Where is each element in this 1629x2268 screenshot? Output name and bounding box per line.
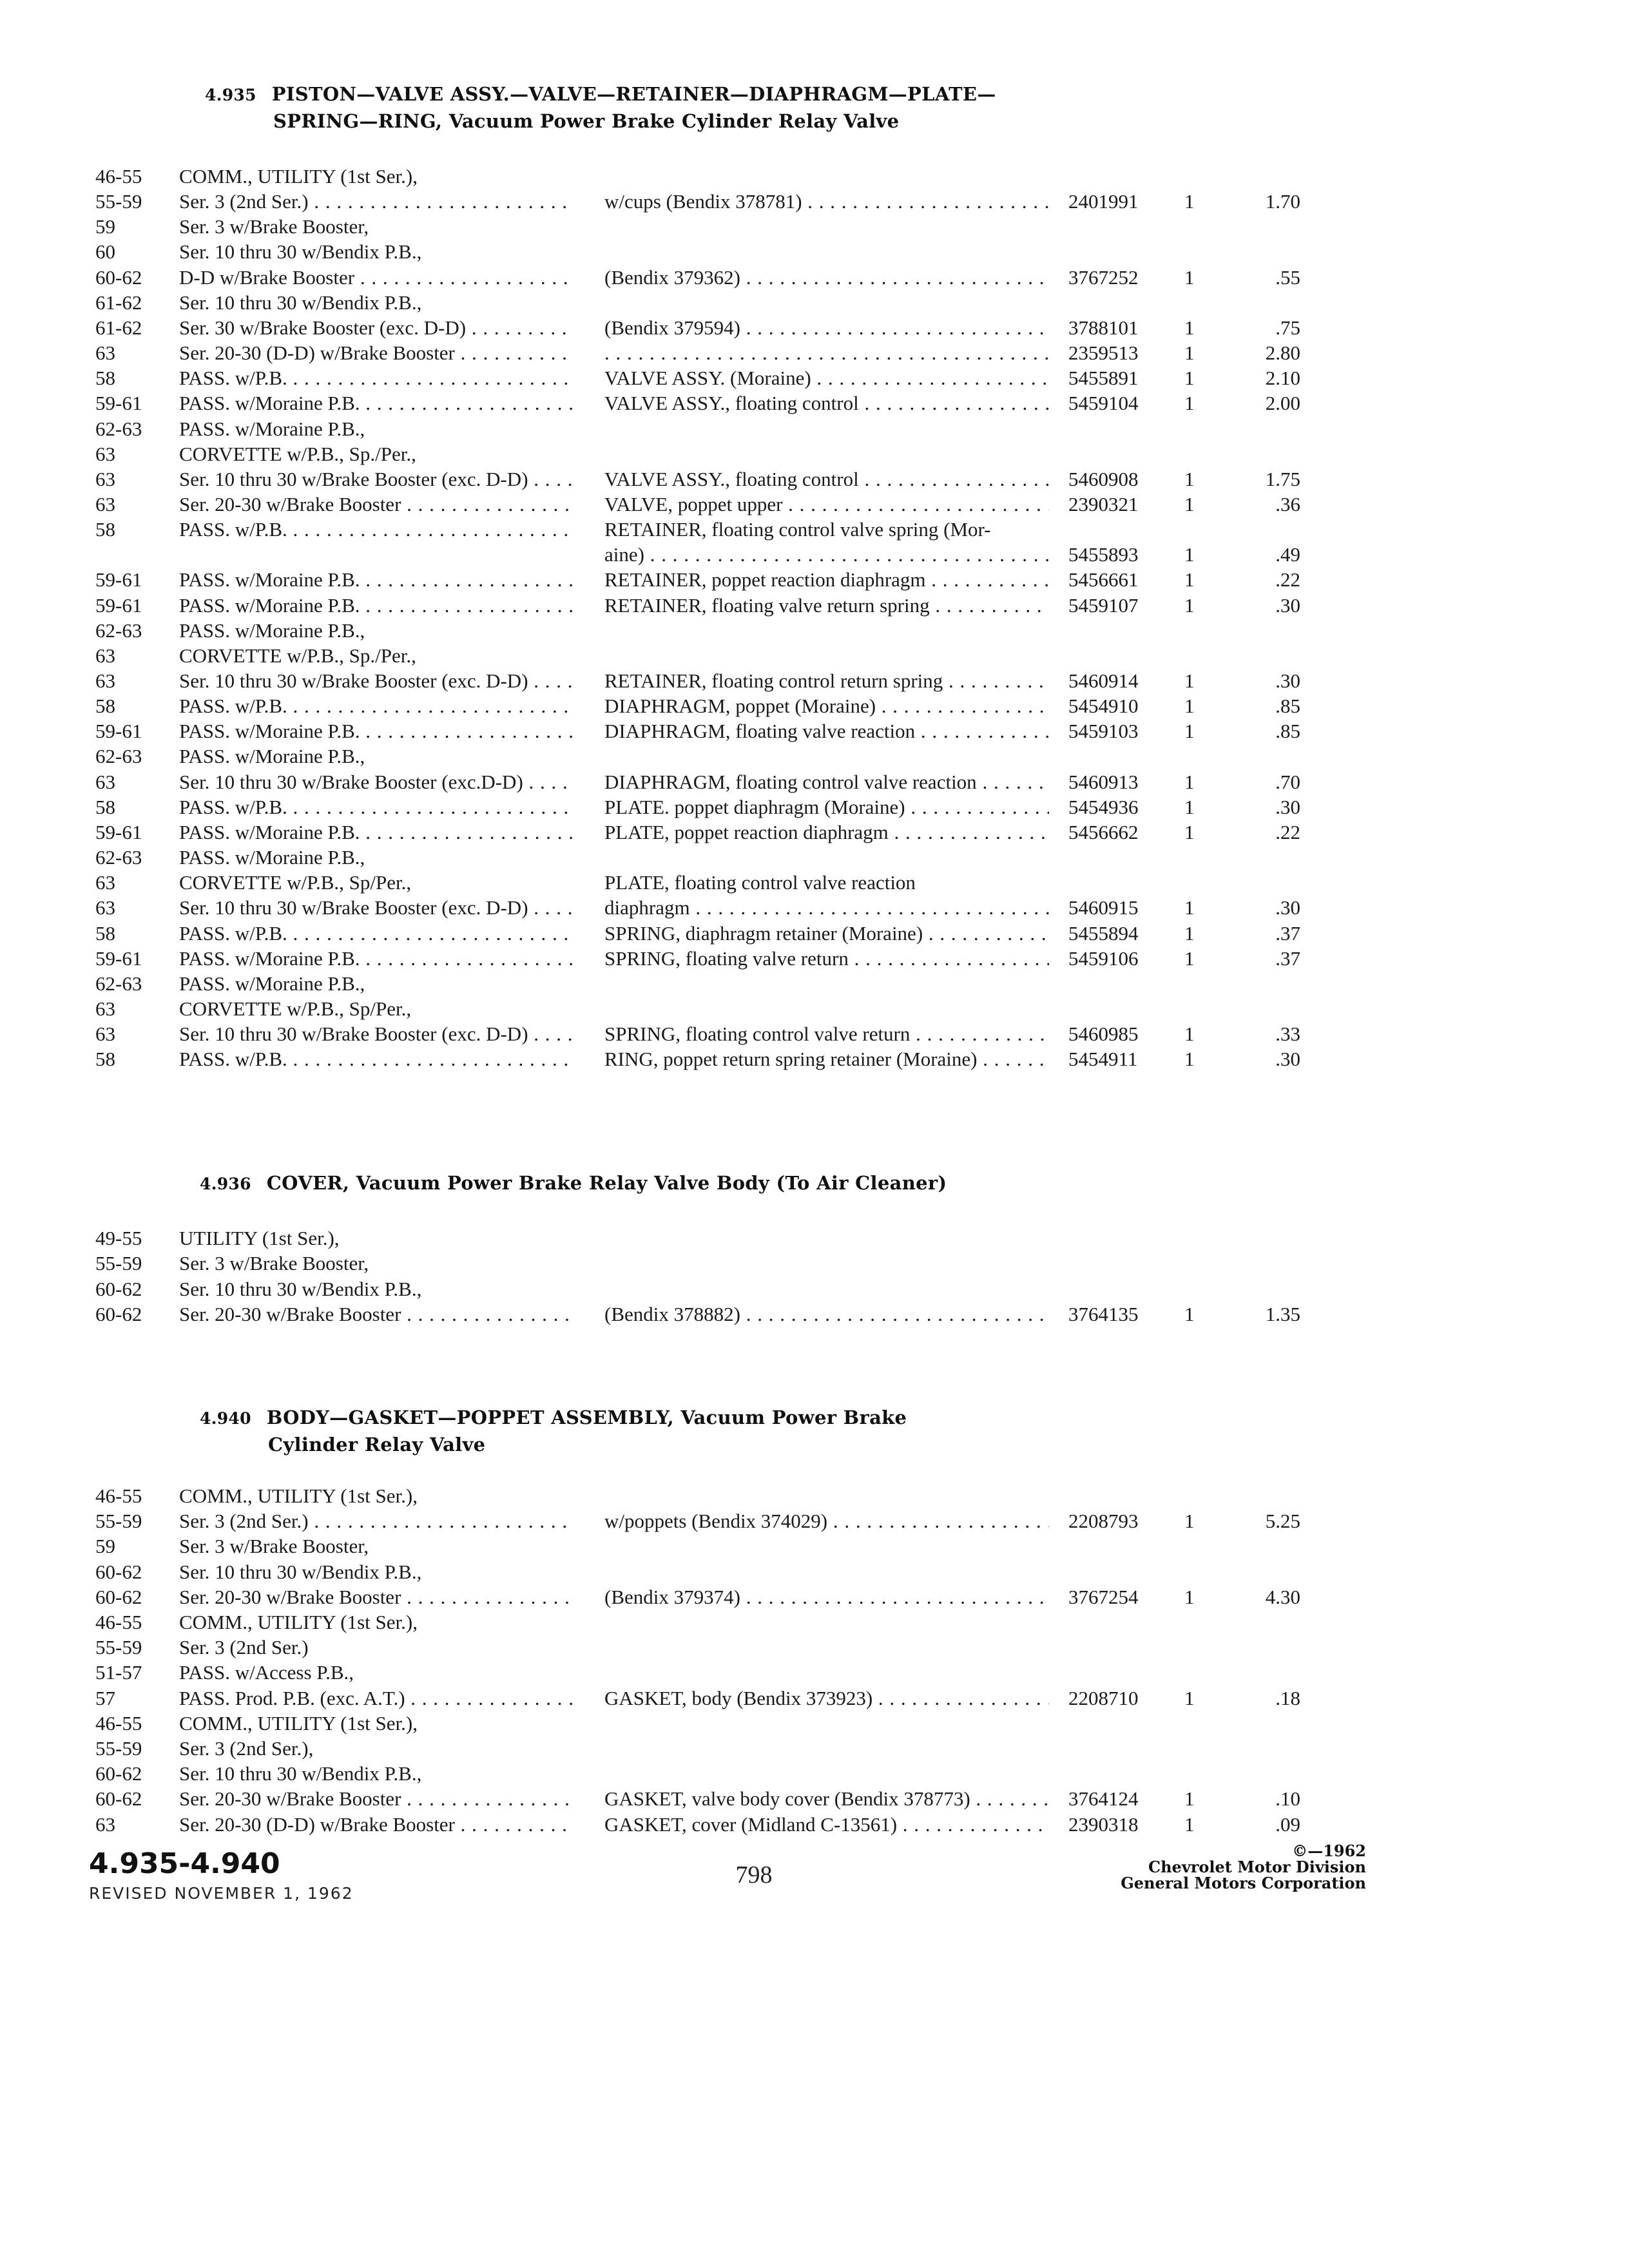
table-row: [0, 820, 1629, 845]
quantity: 1: [1184, 190, 1195, 213]
application: Ser. 10 thru 30 w/Brake Booster (exc.D-D) . . .: [179, 769, 574, 795]
table-row: [0, 517, 1629, 543]
table-row: [0, 946, 1629, 972]
part-number: 5460908: [1068, 467, 1139, 490]
list-price: .22: [1275, 820, 1300, 843]
list-price: .85: [1275, 695, 1300, 718]
part-description: RETAINER, floating control return spring . . .: [604, 668, 1049, 694]
part-number: 2208793: [1068, 1510, 1139, 1533]
list-price: .37: [1275, 947, 1300, 970]
part-number: 5455894: [1068, 921, 1139, 945]
table-row: [0, 643, 1629, 669]
list-price: .55: [1275, 265, 1300, 289]
model-years: 55-59: [95, 1252, 142, 1275]
part-number: 3767252: [1068, 265, 1139, 289]
part-description: SPRING, floating valve return . . .: [604, 946, 1049, 972]
section-title-line2: Cylinder Relay Valve: [268, 1434, 486, 1456]
table-row: [0, 1761, 1629, 1787]
application: Ser. 10 thru 30 w/Brake Booster (exc. D-D) . . .: [179, 466, 574, 492]
table-row: [0, 693, 1629, 719]
table-row: [0, 1276, 1629, 1302]
table-row: [0, 1302, 1629, 1327]
part-description: w/cups (Bendix 378781) . . .: [604, 189, 1049, 215]
part-number: 5454936: [1068, 795, 1139, 818]
application: COMM., UTILITY (1st Ser.),: [179, 1611, 418, 1633]
part-number: 2390318: [1068, 1812, 1139, 1836]
part-number: 3764124: [1068, 1787, 1139, 1811]
model-years: 63: [95, 492, 115, 515]
application: PASS. w/Moraine P.B. . . .: [179, 593, 574, 619]
application: COMM., UTILITY (1st Ser.),: [179, 165, 418, 187]
part-number: 5460914: [1068, 669, 1139, 692]
part-number: 5456662: [1068, 820, 1139, 843]
list-price: .85: [1275, 720, 1300, 743]
application: PASS. w/P.B. . . .: [179, 517, 574, 543]
table-row: [0, 921, 1629, 947]
table-row: [0, 794, 1629, 820]
part-description: PLATE, poppet reaction diaphragm . . .: [604, 820, 1049, 845]
model-years: 62-63: [95, 846, 142, 869]
list-price: .30: [1275, 896, 1300, 919]
list-price: .30: [1275, 593, 1300, 617]
part-description: RETAINER, floating valve return spring . . .: [604, 593, 1049, 619]
model-years: 63: [95, 442, 115, 465]
section-title-line1: COVER, Vacuum Power Brake Relay Valve Body (To Air Cleaner): [266, 1172, 947, 1194]
list-price: .30: [1275, 795, 1300, 818]
model-years: 63: [95, 1812, 115, 1836]
model-years: 46-55: [95, 1485, 142, 1507]
part-description: (Bendix 379362) . . .: [604, 265, 1049, 291]
table-row: [0, 466, 1629, 492]
part-number: 5454911: [1068, 1048, 1138, 1071]
quantity: 1: [1184, 265, 1195, 289]
model-years: 55-59: [95, 190, 142, 213]
quantity: 1: [1184, 568, 1195, 591]
quantity: 1: [1184, 1023, 1195, 1046]
model-years: 59: [95, 1535, 115, 1558]
table-row: [0, 189, 1629, 215]
footer-publisher: [1121, 1843, 1366, 1891]
part-number: 3788101: [1068, 316, 1139, 339]
table-row: [0, 845, 1629, 870]
application: PASS. w/P.B. . . .: [179, 1046, 574, 1072]
part-number: 3764135: [1068, 1302, 1139, 1325]
list-price: 1.70: [1265, 190, 1300, 213]
table-row: [0, 1559, 1629, 1585]
model-years: 55-59: [95, 1636, 142, 1659]
part-description: (Bendix 379374) . . .: [604, 1584, 1049, 1610]
model-years: 60-62: [95, 1585, 142, 1608]
list-price: 5.25: [1265, 1510, 1300, 1533]
part-description: PLATE, floating control valve reaction: [604, 871, 916, 894]
table-row: [0, 618, 1629, 644]
model-years: 60-62: [95, 265, 142, 289]
quantity: 1: [1184, 720, 1195, 743]
model-years: 63: [95, 341, 115, 365]
footer-group-code: 4.935-4.940: [89, 1847, 280, 1880]
list-price: .22: [1275, 568, 1300, 591]
application: Ser. 20-30 w/Brake Booster . . .: [179, 492, 574, 517]
part-description: (Bendix 379594) . . .: [604, 315, 1049, 341]
application: Ser. 3 w/Brake Booster,: [179, 1252, 369, 1275]
list-price: 1.35: [1265, 1302, 1300, 1325]
section-title: [200, 1405, 907, 1458]
list-price: .30: [1275, 1048, 1300, 1071]
table-row: [0, 1046, 1629, 1072]
model-years: 59-61: [95, 593, 142, 617]
part-number: 5459107: [1068, 593, 1139, 617]
list-price: .33: [1275, 1023, 1300, 1046]
quantity: 1: [1184, 392, 1195, 415]
table-row: [0, 744, 1629, 769]
part-description: [604, 340, 1049, 366]
part-number: 5455893: [1068, 543, 1139, 566]
table-row: [0, 265, 1629, 291]
quantity: 1: [1184, 947, 1195, 970]
table-row: [0, 1660, 1629, 1686]
list-price: 4.30: [1265, 1585, 1300, 1608]
table-row: [0, 416, 1629, 442]
table-row: [0, 1483, 1629, 1509]
model-years: 46-55: [95, 1611, 142, 1633]
application: Ser. 20-30 w/Brake Booster . . .: [179, 1584, 574, 1610]
quantity: 1: [1184, 795, 1195, 818]
list-price: .18: [1275, 1686, 1300, 1709]
part-description: GASKET, valve body cover (Bendix 378773) . . .: [604, 1786, 1049, 1812]
part-number: 5455891: [1068, 367, 1139, 390]
model-years: 58: [95, 1048, 115, 1071]
model-years: 60-62: [95, 1302, 142, 1325]
section-number: 4.936: [200, 1175, 251, 1193]
application: Ser. 20-30 (D-D) w/Brake Booster . . .: [179, 340, 574, 366]
part-description: SPRING, diaphragm retainer (Moraine) . . .: [604, 921, 1049, 947]
table-row: [0, 1610, 1629, 1635]
quantity: 1: [1184, 695, 1195, 718]
table-row: [0, 668, 1629, 694]
table-row: [0, 164, 1629, 189]
model-years: 46-55: [95, 165, 142, 187]
model-years: 58: [95, 695, 115, 718]
part-description: VALVE ASSY., floating control . . .: [604, 466, 1049, 492]
part-number: 2390321: [1068, 492, 1139, 515]
application: PASS. w/Moraine P.B. . . .: [179, 390, 574, 416]
quantity: 1: [1184, 492, 1195, 515]
model-years: 57: [95, 1686, 115, 1709]
part-number: 3767254: [1068, 1585, 1139, 1608]
part-number: 5460915: [1068, 896, 1139, 919]
part-description: VALVE ASSY., floating control . . .: [604, 390, 1049, 416]
application: CORVETTE w/P.B., Sp/Per.,: [179, 871, 412, 894]
section-number: 4.935: [205, 86, 256, 104]
application: PASS. w/Moraine P.B.,: [179, 972, 365, 995]
application: PASS. w/P.B. . . .: [179, 794, 574, 820]
part-description: RING, poppet return spring retainer (Moraine) . . .: [604, 1046, 1049, 1072]
table-row: [0, 1736, 1629, 1762]
part-number: 5459106: [1068, 947, 1139, 970]
model-years: 60: [95, 240, 115, 264]
application: COMM., UTILITY (1st Ser.),: [179, 1485, 418, 1507]
list-price: 2.80: [1265, 341, 1300, 365]
list-price: .36: [1275, 492, 1300, 515]
table-row: [0, 340, 1629, 366]
application: PASS. w/Moraine P.B.,: [179, 846, 365, 869]
quantity: 1: [1184, 820, 1195, 843]
table-row: [0, 1533, 1629, 1559]
application: PASS. w/P.B. . . .: [179, 365, 574, 391]
application: Ser. 10 thru 30 w/Bendix P.B.,: [179, 240, 422, 264]
table-row: [0, 996, 1629, 1022]
model-years: 61-62: [95, 316, 142, 339]
table-row: [0, 593, 1629, 619]
part-number: 5459104: [1068, 392, 1139, 415]
table-row: [0, 239, 1629, 265]
application: Ser. 10 thru 30 w/Brake Booster (exc. D-D) . . .: [179, 668, 574, 694]
list-price: .70: [1275, 770, 1300, 793]
table-row: [0, 1225, 1629, 1251]
model-years: 63: [95, 871, 115, 894]
application: PASS. w/Moraine P.B.,: [179, 417, 365, 440]
model-years: 60-62: [95, 1560, 142, 1583]
model-years: 46-55: [95, 1711, 142, 1735]
footer-revised-date: REVISED NOVEMBER 1, 1962: [89, 1884, 354, 1903]
table-row: [0, 290, 1629, 316]
table-row: [0, 567, 1629, 593]
part-description: VALVE ASSY. (Moraine) . . .: [604, 365, 1049, 391]
model-years: 62-63: [95, 417, 142, 440]
model-years: 63: [95, 1023, 115, 1046]
model-years: 58: [95, 367, 115, 390]
section-number: 4.940: [200, 1409, 251, 1428]
application: CORVETTE w/P.B., Sp./Per.,: [179, 644, 416, 667]
model-years: 63: [95, 644, 115, 667]
quantity: 1: [1184, 467, 1195, 490]
application: Ser. 3 (2nd Ser.) . . .: [179, 1508, 574, 1534]
quantity: 1: [1184, 1686, 1195, 1709]
application: UTILITY (1st Ser.),: [179, 1227, 340, 1249]
application: Ser. 3 (2nd Ser.),: [179, 1737, 314, 1760]
application: Ser. 10 thru 30 w/Bendix P.B.,: [179, 1560, 422, 1583]
application: PASS. w/P.B. . . .: [179, 693, 574, 719]
application: Ser. 3 w/Brake Booster,: [179, 1535, 369, 1558]
quantity: 1: [1184, 1048, 1195, 1071]
model-years: 59: [95, 215, 115, 238]
model-years: 63: [95, 997, 115, 1020]
part-description: (Bendix 378882) . . .: [604, 1302, 1049, 1327]
footer-corporation: General Motors Corporation: [1121, 1874, 1366, 1892]
quantity: 1: [1184, 1302, 1195, 1325]
application: PASS. w/Moraine P.B.,: [179, 619, 365, 642]
application: Ser. 20-30 (D-D) w/Brake Booster . . .: [179, 1812, 574, 1838]
table-row: [0, 441, 1629, 467]
model-years: 60-62: [95, 1762, 142, 1785]
application: Ser. 30 w/Brake Booster (exc. D-D) . . .: [179, 315, 574, 341]
application: PASS. w/Moraine P.B. . . .: [179, 718, 574, 744]
table-row: [0, 1508, 1629, 1534]
part-description: w/poppets (Bendix 374029) . . .: [604, 1508, 1049, 1534]
part-description: GASKET, body (Bendix 373923) . . .: [604, 1686, 1049, 1711]
part-description: RETAINER, poppet reaction diaphragm . . .: [604, 567, 1049, 593]
part-description: PLATE. poppet diaphragm (Moraine) . . .: [604, 794, 1049, 820]
model-years: 63: [95, 467, 115, 490]
quantity: 1: [1184, 770, 1195, 793]
footer-division: Chevrolet Motor Division: [1148, 1858, 1366, 1876]
application: Ser. 10 thru 30 w/Bendix P.B.,: [179, 1762, 422, 1785]
quantity: 1: [1184, 1585, 1195, 1608]
part-description: DIAPHRAGM, floating valve reaction . . .: [604, 718, 1049, 744]
section-title-line2: SPRING—RING, Vacuum Power Brake Cylinder Relay Valve: [273, 110, 900, 132]
table-row: [0, 870, 1629, 896]
application: PASS. w/Moraine P.B. . . .: [179, 820, 574, 845]
application: Ser. 3 w/Brake Booster,: [179, 215, 369, 238]
model-years: 63: [95, 896, 115, 919]
list-price: .37: [1275, 921, 1300, 945]
application: Ser. 10 thru 30 w/Brake Booster (exc. D-D) . . .: [179, 1021, 574, 1047]
table-row: [0, 1584, 1629, 1610]
list-price: 1.75: [1265, 467, 1300, 490]
quantity: 1: [1184, 669, 1195, 692]
application: Ser. 10 thru 30 w/Bendix P.B.,: [179, 291, 422, 314]
section-title-line1: PISTON—VALVE ASSY.—VALVE—RETAINER—DIAPHRAGM—PLATE—: [271, 83, 996, 105]
model-years: 58: [95, 795, 115, 818]
table-row: [0, 542, 1629, 568]
table-row: [0, 1635, 1629, 1660]
footer-copyright: ©—1962: [1292, 1841, 1366, 1860]
model-years: 62-63: [95, 972, 142, 995]
model-years: 61-62: [95, 291, 142, 314]
table-row: [0, 895, 1629, 921]
part-description: SPRING, floating control valve return . . .: [604, 1021, 1049, 1047]
table-row: [0, 718, 1629, 744]
application: PASS. w/Moraine P.B.,: [179, 745, 365, 768]
table-row: [0, 365, 1629, 391]
application: COMM., UTILITY (1st Ser.),: [179, 1711, 418, 1735]
application: Ser. 20-30 w/Brake Booster . . .: [179, 1302, 574, 1327]
part-number: 5460913: [1068, 770, 1139, 793]
application: Ser. 10 thru 30 w/Bendix P.B.,: [179, 1277, 422, 1300]
model-years: 62-63: [95, 745, 142, 768]
part-description: GASKET, cover (Midland C-13561) . . .: [604, 1812, 1049, 1838]
model-years: 49-55: [95, 1227, 142, 1249]
quantity: 1: [1184, 316, 1195, 339]
table-row: [0, 315, 1629, 341]
section-title-line1: BODY—GASKET—POPPET ASSEMBLY, Vacuum Power Brake: [266, 1407, 907, 1428]
part-number: 2208710: [1068, 1686, 1139, 1709]
part-number: 5460985: [1068, 1023, 1139, 1046]
model-years: 60-62: [95, 1787, 142, 1811]
table-row: [0, 390, 1629, 416]
table-row: [0, 1812, 1629, 1838]
quantity: 1: [1184, 896, 1195, 919]
application: Ser. 3 (2nd Ser.): [179, 1636, 309, 1659]
page-number: 798: [735, 1861, 773, 1888]
application: D-D w/Brake Booster . . .: [179, 265, 574, 291]
model-years: 58: [95, 921, 115, 945]
part-number: 5459103: [1068, 720, 1139, 743]
table-row: [0, 769, 1629, 795]
list-price: .09: [1275, 1812, 1300, 1836]
part-number: 2401991: [1068, 190, 1139, 213]
model-years: 55-59: [95, 1737, 142, 1760]
quantity: 1: [1184, 367, 1195, 390]
part-description: diaphragm . . .: [604, 895, 1049, 921]
list-price: .10: [1275, 1787, 1300, 1811]
quantity: 1: [1184, 341, 1195, 365]
table-row: [0, 971, 1629, 997]
quantity: 1: [1184, 921, 1195, 945]
model-years: 51-57: [95, 1661, 142, 1684]
list-price: .75: [1275, 316, 1300, 339]
table-row: [0, 1786, 1629, 1812]
section-title: [205, 81, 996, 135]
quantity: 1: [1184, 1812, 1195, 1836]
table-row: [0, 1686, 1629, 1711]
section-title: [200, 1170, 947, 1197]
application: PASS. w/P.B. . . .: [179, 921, 574, 947]
application: PASS. w/Access P.B.,: [179, 1661, 354, 1684]
application: Ser. 10 thru 30 w/Brake Booster (exc. D-D) . . .: [179, 895, 574, 921]
application: PASS. w/Moraine P.B. . . .: [179, 946, 574, 972]
model-years: 63: [95, 669, 115, 692]
part-number: 5456661: [1068, 568, 1139, 591]
model-years: 63: [95, 770, 115, 793]
model-years: 62-63: [95, 619, 142, 642]
part-description: DIAPHRAGM, floating control valve reaction . . .: [604, 769, 1049, 795]
table-row: [0, 1021, 1629, 1047]
application: Ser. 20-30 w/Brake Booster . . .: [179, 1786, 574, 1812]
quantity: 1: [1184, 1510, 1195, 1533]
table-row: [0, 1251, 1629, 1276]
table-row: [0, 492, 1629, 517]
list-price: .30: [1275, 669, 1300, 692]
part-description: VALVE, poppet upper . . .: [604, 492, 1049, 517]
quantity: 1: [1184, 543, 1195, 566]
list-price: .49: [1275, 543, 1300, 566]
application: CORVETTE w/P.B., Sp/Per.,: [179, 997, 412, 1020]
model-years: 59-61: [95, 720, 142, 743]
part-description: DIAPHRAGM, poppet (Moraine) . . .: [604, 693, 1049, 719]
model-years: 59-61: [95, 820, 142, 843]
table-row: [0, 1711, 1629, 1736]
application: PASS. w/Moraine P.B. . . .: [179, 567, 574, 593]
quantity: 1: [1184, 593, 1195, 617]
model-years: 59-61: [95, 947, 142, 970]
list-price: 2.00: [1265, 392, 1300, 415]
quantity: 1: [1184, 1787, 1195, 1811]
part-description: RETAINER, floating control valve spring (Mor-: [604, 518, 991, 541]
model-years: 55-59: [95, 1510, 142, 1533]
model-years: 59-61: [95, 392, 142, 415]
application: CORVETTE w/P.B., Sp./Per.,: [179, 442, 416, 465]
application: PASS. Prod. P.B. (exc. A.T.) . . .: [179, 1686, 574, 1711]
model-years: 60-62: [95, 1277, 142, 1300]
model-years: 59-61: [95, 568, 142, 591]
application: Ser. 3 (2nd Ser.) . . .: [179, 189, 574, 215]
table-row: [0, 214, 1629, 240]
list-price: 2.10: [1265, 367, 1300, 390]
part-number: 2359513: [1068, 341, 1139, 365]
part-number: 5454910: [1068, 695, 1139, 718]
part-description: aine) . . .: [604, 542, 1049, 568]
model-years: 58: [95, 518, 115, 541]
